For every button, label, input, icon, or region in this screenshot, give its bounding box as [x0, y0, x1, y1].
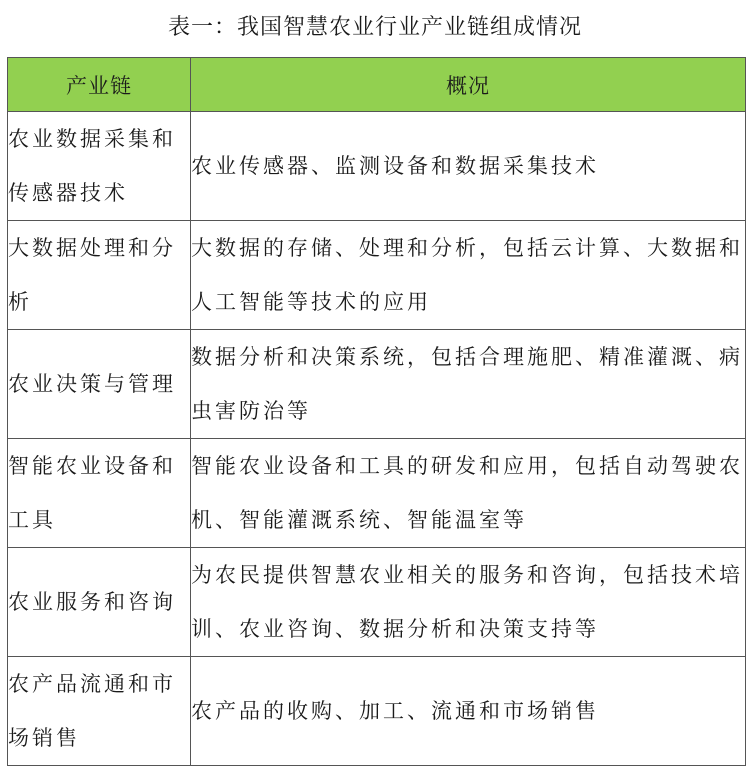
chain-cell: 大数据处理和分析 — [8, 221, 191, 330]
table-row — [8, 657, 746, 766]
chain-cell: 农业决策与管理 — [8, 330, 191, 439]
chain-cell: 农业数据采集和传感器技术 — [8, 112, 191, 221]
overview-cell: 数据分析和决策系统，包括合理施肥、精准灌溉、病虫害防治等 — [191, 330, 746, 439]
table-row — [8, 112, 746, 221]
table-row — [8, 221, 746, 330]
overview-cell: 农产品的收购、加工、流通和市场销售 — [191, 657, 746, 766]
overview-cell: 大数据的存储、处理和分析，包括云计算、大数据和人工智能等技术的应用 — [191, 221, 746, 330]
overview-cell: 智能农业设备和工具的研发和应用，包括自动驾驶农机、智能灌溉系统、智能温室等 — [191, 439, 746, 548]
table-header-row — [8, 58, 746, 112]
chain-cell: 农业服务和咨询 — [8, 548, 191, 657]
industry-chain-table — [7, 57, 746, 766]
chain-cell: 智能农业设备和工具 — [8, 439, 191, 548]
overview-cell: 农业传感器、监测设备和数据采集技术 — [191, 112, 746, 221]
chain-cell: 农产品流通和市场销售 — [8, 657, 191, 766]
header-chain: 产业链 — [8, 58, 191, 112]
table-title: 表一：我国智慧农业行业产业链组成情况 — [167, 15, 582, 40]
table-row — [8, 439, 746, 548]
table-row — [8, 330, 746, 439]
header-overview: 概况 — [191, 58, 746, 112]
table-row — [8, 548, 746, 657]
overview-cell: 为农民提供智慧农业相关的服务和咨询，包括技术培训、农业咨询、数据分析和决策支持等 — [191, 548, 746, 657]
